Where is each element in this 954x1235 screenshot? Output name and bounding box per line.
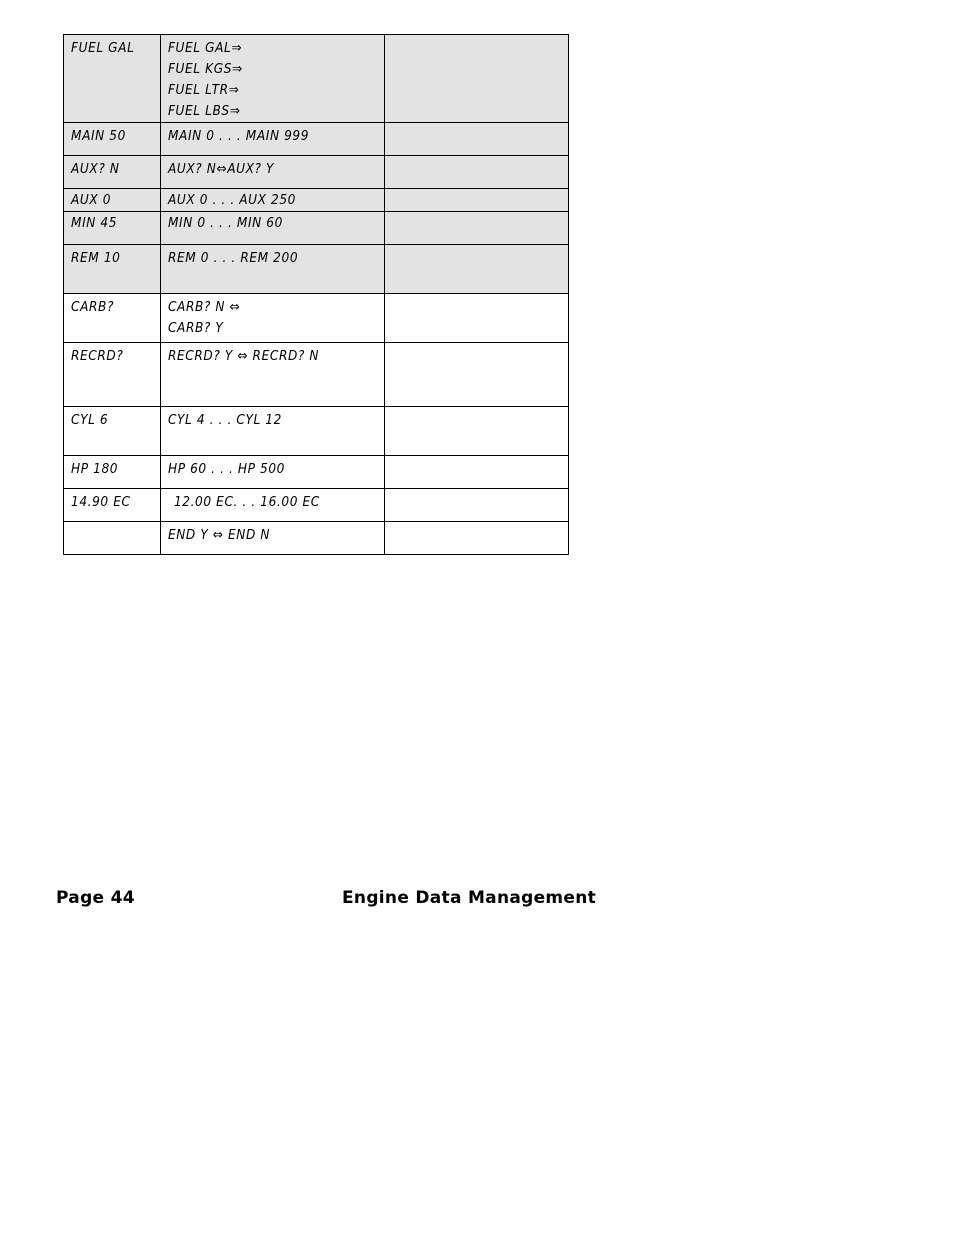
option-value: CARB? N ⇔ xyxy=(167,299,241,315)
option-value: AUX? N⇔AUX? Y xyxy=(167,161,275,177)
note-cell xyxy=(385,156,569,189)
table-row xyxy=(64,522,569,555)
settings-table xyxy=(63,34,569,555)
note-value xyxy=(385,35,568,38)
display-cell xyxy=(64,245,161,294)
note-value xyxy=(385,522,568,525)
options-cell xyxy=(160,522,384,555)
options-cell xyxy=(160,456,384,489)
note-cell xyxy=(385,123,569,156)
options-cell xyxy=(160,123,384,156)
table-row xyxy=(64,343,569,407)
note-cell xyxy=(385,522,569,555)
note-value xyxy=(385,456,568,459)
display-value: CYL 6 xyxy=(71,412,109,428)
display-value: REM 10 xyxy=(71,250,121,266)
display-value: RECRD? xyxy=(71,348,124,364)
display-cell xyxy=(64,489,161,522)
option-value: RECRD? Y ⇔ RECRD? N xyxy=(167,348,320,364)
note-value xyxy=(385,489,568,492)
option-value: CARB? Y xyxy=(167,320,224,336)
display-value: 14.90 EC xyxy=(71,494,131,510)
note-cell xyxy=(385,489,569,522)
note-value xyxy=(385,245,568,248)
note-value xyxy=(385,189,568,192)
display-cell xyxy=(64,35,161,123)
display-cell xyxy=(64,156,161,189)
options-cell xyxy=(160,489,384,522)
table-row xyxy=(64,456,569,489)
display-cell xyxy=(64,189,161,212)
options-cell xyxy=(160,407,384,456)
options-cell xyxy=(160,156,384,189)
display-cell xyxy=(64,212,161,245)
note-cell xyxy=(385,212,569,245)
option-value: MAIN 0 . . . MAIN 999 xyxy=(167,128,310,144)
table-row xyxy=(64,212,569,245)
note-cell xyxy=(385,245,569,294)
note-cell xyxy=(385,35,569,123)
note-cell xyxy=(385,407,569,456)
option-value: REM 0 . . . REM 200 xyxy=(167,250,299,266)
table-row xyxy=(64,489,569,522)
note-cell xyxy=(385,189,569,212)
option-value: FUEL GAL⇒ xyxy=(167,40,243,56)
note-value xyxy=(385,156,568,159)
display-value: AUX 0 xyxy=(71,192,112,208)
note-cell xyxy=(385,294,569,343)
note-cell xyxy=(385,343,569,407)
table-row xyxy=(64,245,569,294)
note-value xyxy=(385,343,568,346)
document-title: Engine Data Management xyxy=(342,888,597,908)
option-value: AUX 0 . . . AUX 250 xyxy=(167,192,296,208)
option-value: END Y ⇔ END N xyxy=(167,527,271,543)
option-value: FUEL LTR⇒ xyxy=(167,82,240,98)
options-cell xyxy=(160,245,384,294)
display-cell xyxy=(64,343,161,407)
note-value xyxy=(385,123,568,126)
table-row xyxy=(64,189,569,212)
options-cell xyxy=(160,294,384,343)
display-cell xyxy=(64,123,161,156)
display-value: AUX? N xyxy=(71,161,120,177)
option-value: HP 60 . . . HP 500 xyxy=(167,461,286,477)
display-cell xyxy=(64,294,161,343)
table-row xyxy=(64,123,569,156)
options-cell xyxy=(160,189,384,212)
option-value: MIN 0 . . . MIN 60 xyxy=(167,215,283,231)
note-cell xyxy=(385,456,569,489)
display-cell xyxy=(64,522,161,555)
option-value: FUEL KGS⇒ xyxy=(167,61,243,77)
options-cell xyxy=(160,35,384,123)
display-value: HP 180 xyxy=(71,461,119,477)
display-cell xyxy=(64,407,161,456)
table-row xyxy=(64,35,569,123)
option-value: CYL 4 . . . CYL 12 xyxy=(167,412,282,428)
note-value xyxy=(385,294,568,297)
options-cell xyxy=(160,343,384,407)
table-row xyxy=(64,294,569,343)
table-row xyxy=(64,407,569,456)
display-value: CARB? xyxy=(71,299,115,315)
option-value: FUEL LBS⇒ xyxy=(167,103,241,119)
note-value xyxy=(385,407,568,410)
display-value: MAIN 50 xyxy=(71,128,126,144)
display-value: FUEL GAL xyxy=(71,40,135,56)
options-cell xyxy=(160,212,384,245)
page-number: Page 44 xyxy=(56,888,135,908)
table-row xyxy=(64,156,569,189)
display-cell xyxy=(64,456,161,489)
note-value xyxy=(385,212,568,215)
option-value: 12.00 EC. . . 16.00 EC xyxy=(173,494,320,510)
display-value: MIN 45 xyxy=(71,215,118,231)
